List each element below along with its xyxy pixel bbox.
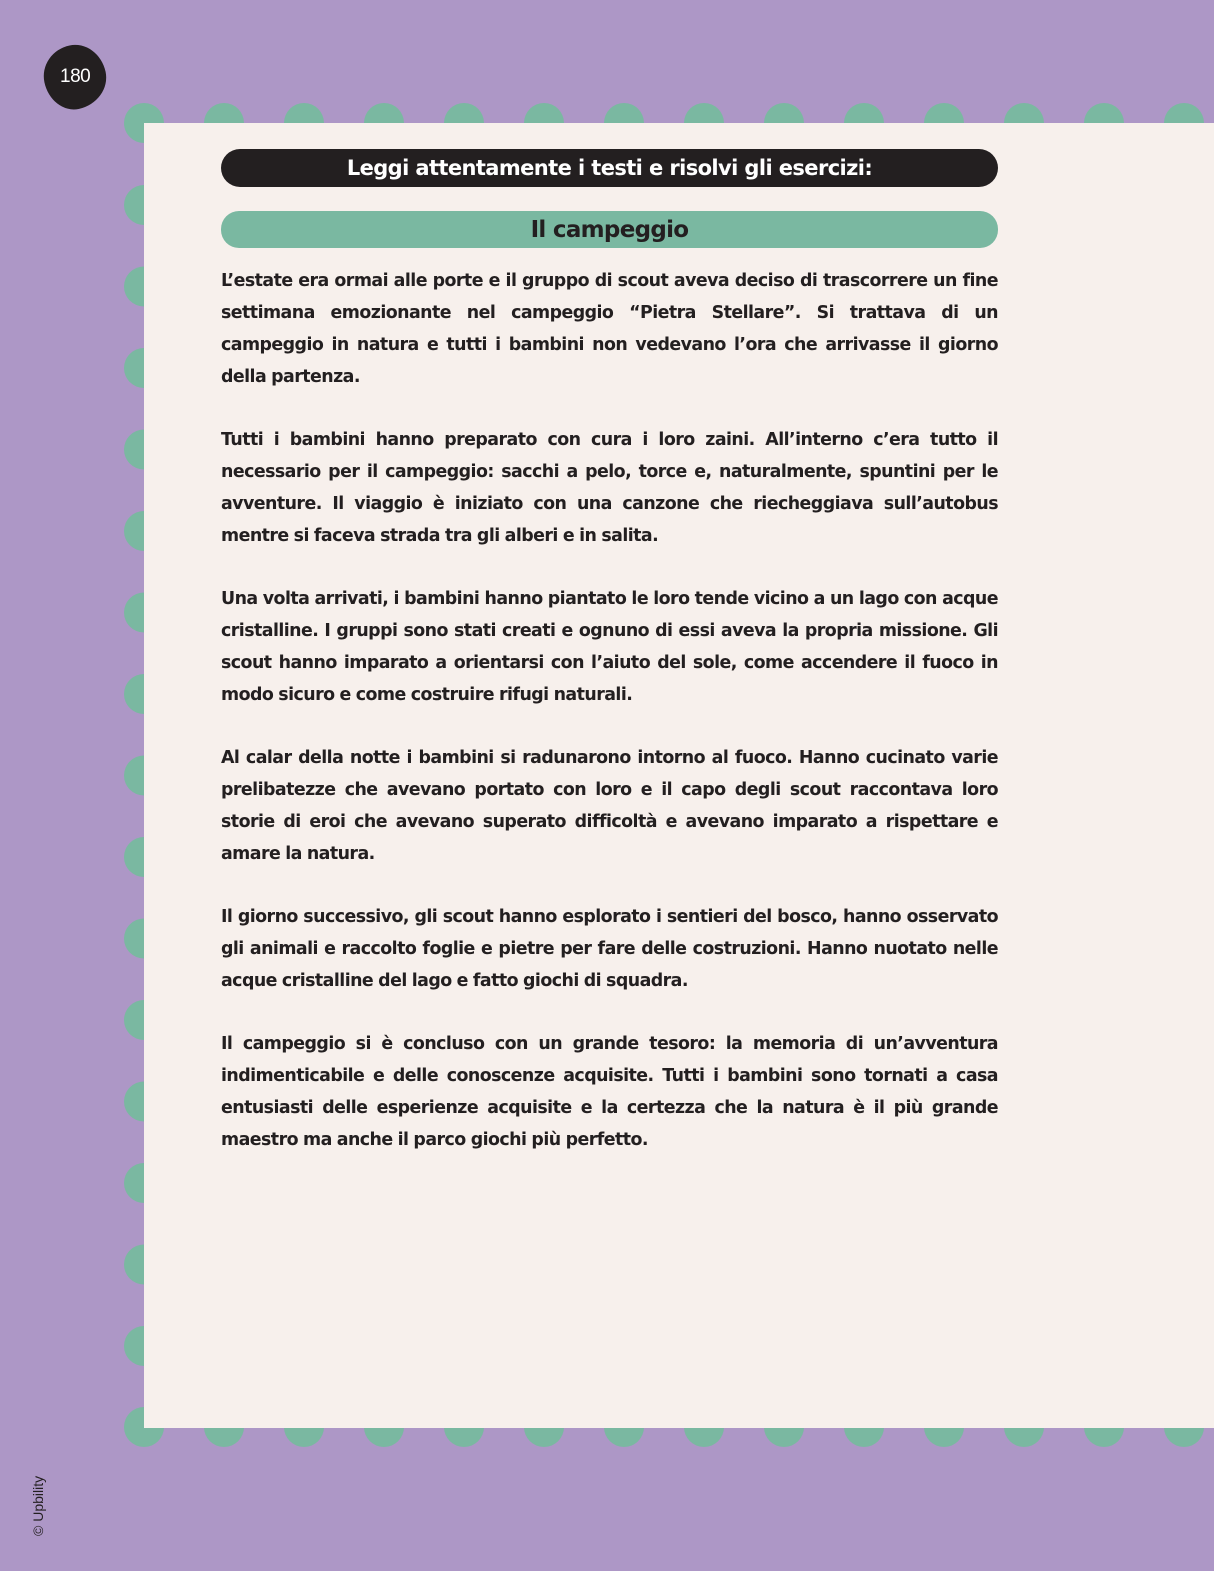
page-number: 180 [59,66,91,88]
paragraph: Al calar della notte i bambini si radunarono intorno al fuoco. Hanno cucinato varie prelibatezze che avevano portato con loro e il capo degli scout raccontava loro storie di eroi che avevano superato difficoltà e avevano imparato a rispettare e amare la natura. [221,748,998,864]
copyright-notice: © Upbility [30,1475,46,1536]
paragraph: Il giorno successivo, gli scout hanno esplorato i sentieri del bosco, hanno osservato gli animali e raccolto foglie e pietre per fare delle costruzioni. Hanno nuotato nelle acque cristalline del lago e fatto giochi di squadra. [221,907,998,991]
paragraph: Una volta arrivati, i bambini hanno piantato le loro tende vicino a un lago con acque cristalline. I gruppi sono stati creati e ognuno di essi aveva la propria missione. Gli scout hanno imparato a orientarsi con l’aiuto del sole, come accendere il fuoco in modo sicuro e come costruire rifugi naturali. [221,589,998,705]
paragraph: Il campeggio si è concluso con un grande tesoro: la memoria di un’avventura indimenticabile e delle conoscenze acquisite. Tutti i bambini sono tornati a casa entusiasti delle esperienze acquisite e la certezza che la natura è il più grande maestro ma anche il parco giochi più perfetto. [221,1034,998,1150]
story-text [221,265,998,1187]
instruction-text: Leggi attentamente i testi e risolvi gli esercizi: [346,156,873,180]
paragraph: L’estate era ormai alle porte e il gruppo di scout aveva deciso di trascorrere un fine settimana emozionante nel campeggio “Pietra Stellare”. Si trattava di un campeggio in natura e tutti i bambini non vedevano l’ora che arrivasse il giorno della partenza. [221,271,998,387]
instruction-banner [221,149,998,187]
story-title: Il campeggio [530,216,689,243]
paragraph: Tutti i bambini hanno preparato con cura i loro zaini. All’interno c’era tutto il necessario per il campeggio: sacchi a pelo, torce e, naturalmente, spuntini per le avventure. Il viaggio è iniziato con una canzone che riecheggiava sull’autobus mentre si faceva strada tra gli alberi e in salita. [221,430,998,546]
title-banner [221,211,998,248]
